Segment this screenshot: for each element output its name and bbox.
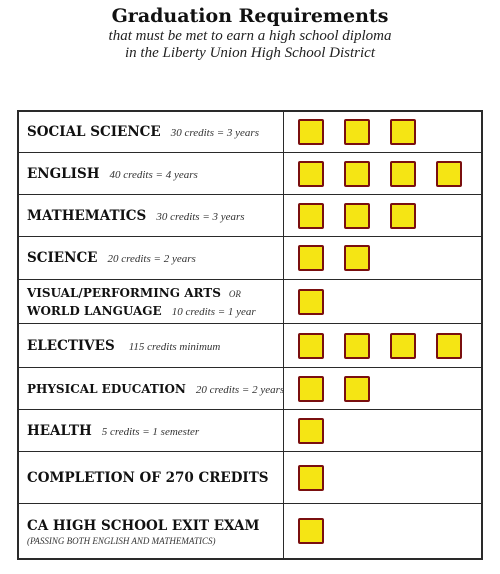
row-visual-performing-arts: [19, 280, 481, 324]
requirement-credits: 20 credits = 2 years: [195, 383, 285, 396]
requirement-checkbox[interactable]: [298, 119, 324, 145]
requirement-credits: 10 credits = 1 year: [171, 305, 256, 318]
requirement-name: MATHEMATICS: [27, 207, 147, 224]
requirement-checkbox[interactable]: [436, 333, 462, 359]
requirement-checkbox[interactable]: [298, 518, 324, 544]
requirement-name: SOCIAL SCIENCE: [27, 124, 161, 140]
requirement-checkbox[interactable]: [390, 119, 416, 145]
subtitle-line-1: that must be met to earn a high school diploma: [108, 28, 392, 44]
row-electives: [19, 324, 481, 368]
requirement-checkbox[interactable]: [344, 376, 370, 402]
requirement-checkbox[interactable]: [344, 203, 370, 229]
checkbox-cell: [284, 153, 481, 194]
requirement-name: PHYSICAL EDUCATION: [27, 381, 186, 396]
requirement-credits: 30 credits = 3 years: [170, 127, 259, 139]
label-cell: [19, 410, 284, 451]
requirement-checkbox[interactable]: [298, 465, 324, 491]
requirement-checkbox[interactable]: [298, 289, 324, 315]
requirement-checkbox[interactable]: [344, 119, 370, 145]
requirement-name: CA HIGH SCHOOL EXIT EXAM: [27, 517, 260, 534]
checkbox-cell: [284, 368, 481, 409]
requirement-name-line-2: WORLD LANGUAGE: [27, 303, 162, 318]
requirement-credits: 30 credits = 3 years: [156, 210, 245, 223]
requirement-checkbox[interactable]: [298, 333, 324, 359]
subtitle-line-2: in the Liberty Union High School District: [125, 45, 375, 61]
row-completion-credits: [19, 452, 481, 504]
label-cell: [19, 153, 284, 194]
label-cell: [19, 195, 284, 236]
requirement-checkbox[interactable]: [298, 161, 324, 187]
requirement-name: ELECTIVES: [27, 337, 115, 354]
requirement-checkbox[interactable]: [344, 333, 370, 359]
checkbox-cell: [284, 452, 481, 503]
requirement-checkbox[interactable]: [436, 161, 462, 187]
requirement-credits: 115 credits minimum: [128, 340, 221, 353]
requirement-name: VISUAL/PERFORMING ARTS: [27, 285, 221, 300]
row-exit-exam: [19, 504, 481, 558]
checkbox-cell: [284, 195, 481, 236]
requirement-credits: 40 credits = 4 years: [109, 168, 198, 181]
requirement-checkbox[interactable]: [390, 161, 416, 187]
requirements-table: [17, 110, 483, 560]
row-english: [19, 153, 481, 195]
requirement-checkbox[interactable]: [298, 376, 324, 402]
row-mathematics: [19, 195, 481, 237]
requirement-checkbox[interactable]: [298, 203, 324, 229]
requirement-credits: 5 credits = 1 semester: [101, 425, 200, 438]
requirement-checkbox[interactable]: [390, 203, 416, 229]
label-cell: [19, 324, 284, 367]
header: [0, 4, 500, 62]
page-title: Graduation Requirements: [111, 5, 389, 27]
row-science: [19, 237, 481, 280]
requirement-name: COMPLETION OF 270 CREDITS: [27, 469, 269, 486]
row-health: [19, 410, 481, 452]
checkbox-cell: [284, 237, 481, 279]
requirement-checkbox[interactable]: [298, 418, 324, 444]
requirement-name: ENGLISH: [27, 165, 100, 182]
row-physical-education: [19, 368, 481, 410]
label-cell: [19, 112, 284, 152]
label-cell: [19, 452, 284, 503]
checkbox-cell: [284, 410, 481, 451]
checkbox-cell: [284, 504, 481, 558]
label-cell: [19, 368, 284, 409]
label-cell: [19, 237, 284, 279]
requirement-name: HEALTH: [27, 422, 92, 439]
requirement-checkbox[interactable]: [298, 245, 324, 271]
requirement-name: SCIENCE: [27, 250, 98, 266]
label-cell: [19, 504, 284, 558]
or-label: OR: [228, 288, 241, 299]
checkbox-cell: [284, 280, 481, 323]
requirement-note: (PASSING BOTH ENGLISH AND MATHEMATICS): [27, 535, 216, 546]
requirement-checkbox[interactable]: [390, 333, 416, 359]
requirement-checkbox[interactable]: [344, 161, 370, 187]
requirement-credits: 20 credits = 2 years: [107, 253, 196, 265]
requirement-checkbox[interactable]: [344, 245, 370, 271]
row-social-science: [19, 112, 481, 153]
checkbox-cell: [284, 112, 481, 152]
label-cell: [19, 280, 284, 323]
checkbox-cell: [284, 324, 481, 367]
